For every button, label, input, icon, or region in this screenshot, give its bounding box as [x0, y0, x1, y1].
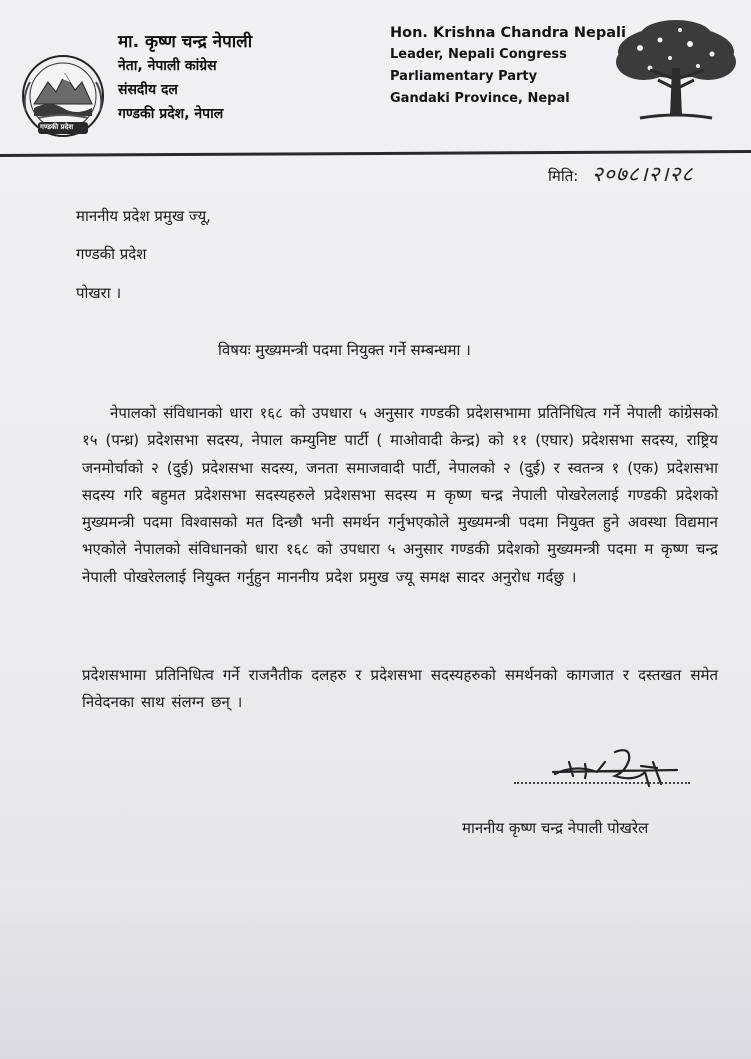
nepali-role: नेता, नेपाली कांग्रेस: [118, 58, 217, 74]
nepali-province: गण्डकी प्रदेश, नेपाल: [118, 106, 224, 122]
body-paragraph-1: नेपालको संविधानको धारा १६८ को उपधारा ५ अनुसार गण्डकी प्रदेशसभामा प्रतिनिधित्व गर्ने नेपाली कांग्रेसको १५ (पन्ध्र) प्रदेशसभा सदस्य, नेपाल कम्युनिष्ट पार्टी ( माओवादी केन्द्र) को ११ (एघार) प्रदेशसभा सदस्य, राष्ट्रिय जनमोर्चाको २ (दुई) प्रदेशसभा सदस्य, जनता समाजवादी पार्टी, नेपालको २ (दुई) र स्वतन्त्र १ (एक) प्रदेशसभा सदस्य गरि बहुमत प्रदेशसभा सदस्यहरुले प्रदेशसभा सदस्य म कृष्ण चन्द्र नेपाली पोखरेललाई गण्डकी प्रदेशको मुख्यमन्त्री पदमा विश्वासको मत दिन्छौ भनी समर्थन गर्नुभएकोले मुख्यमन्त्री पदमा नियुक्त हुने अवस्था विद्यमान भएकोले नेपालको संविधानको धारा १६८ को उपधारा ५ अनुसार गण्डकी प्रदेशको मुख्यमन्त्री पदमा म कृष्ण चन्द्र नेपाली पोखरेललाई नियुक्त गर्नुहुन माननीय प्रदेश प्रमुख ज्यू समक्ष सादर अनुरोध गर्दछु ।: [82, 404, 718, 586]
nepali-party: संसदीय दल: [118, 82, 178, 98]
address-line-3: पोखरा ।: [76, 284, 122, 302]
nepali-name: मा. कृष्ण चन्द्र नेपाली: [118, 32, 253, 52]
tree-logo-icon: [610, 18, 742, 130]
emblem-text: गण्डकी प्रदेश: [40, 123, 74, 131]
signature-line: [514, 782, 690, 784]
subject-line: विषयः मुख्यमन्त्री पदमा नियुक्त गर्ने सम्बन्धमा ।: [218, 341, 471, 359]
body-paragraph-2: प्रदेशसभामा प्रतिनिधित्व गर्ने राजनैतीक दलहरु र प्रदेशसभा सदस्यहरुको समर्थनको कागजात र दस्तखत समेत निवेदनका साथ संलग्न छन् ।: [82, 666, 718, 712]
handwritten-signature: [545, 742, 685, 792]
letterhead-divider: [0, 150, 751, 157]
paper-shadow: [0, 880, 751, 1059]
date-value-handwritten: २०७८।२।२८: [592, 162, 694, 186]
english-province: Gandaki Province, Nepal: [390, 91, 570, 106]
english-party: Parliamentary Party: [390, 69, 538, 84]
signer-name: माननीय कृष्ण चन्द्र नेपाली पोखरेल: [462, 819, 649, 837]
english-letterhead: [390, 22, 626, 110]
english-name: Hon. Krishna Chandra Nepali: [390, 25, 626, 41]
nepali-letterhead: [118, 30, 252, 126]
address-line-2: गण्डकी प्रदेश: [76, 245, 147, 263]
address-line-1: माननीय प्रदेश प्रमुख ज्यू,: [76, 207, 211, 225]
english-role: Leader, Nepali Congress: [390, 47, 567, 62]
date-label: मिति:: [548, 167, 579, 185]
